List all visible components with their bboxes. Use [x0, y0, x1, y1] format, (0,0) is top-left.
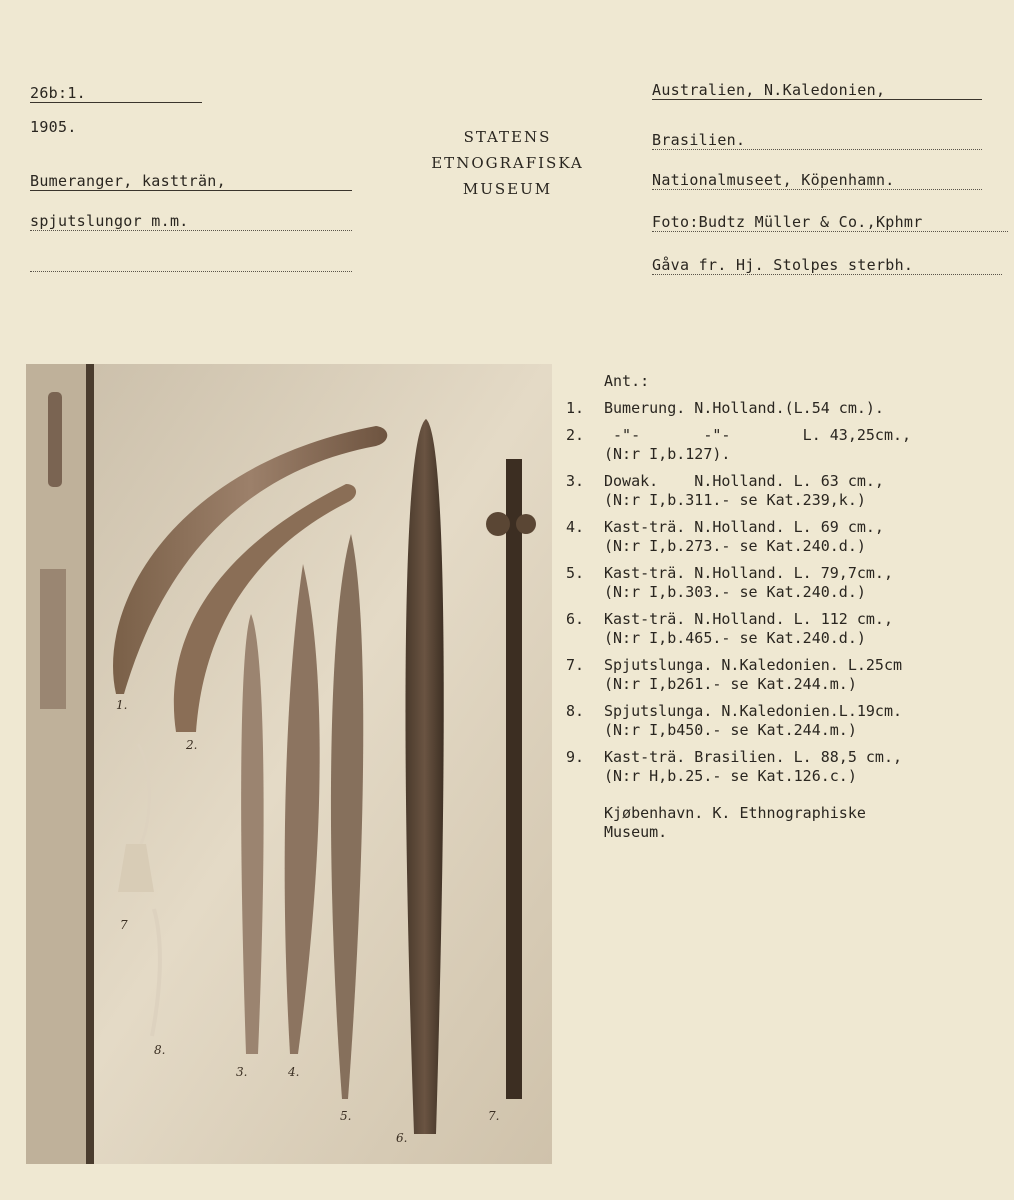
notes-item-text: -"- -"- L. 43,25cm., — [604, 426, 912, 444]
notes-item-line-1 — [566, 656, 1014, 675]
photo-label-8: 8. — [154, 1043, 166, 1057]
notes-item-line-2: (N:r I,b261.- se Kat.244.m.) — [604, 675, 857, 693]
notes-item-number: 7. — [566, 656, 585, 674]
notes-item-number: 3. — [566, 472, 585, 490]
notes-item — [566, 656, 1014, 694]
photo-label-5: 5. — [340, 1109, 352, 1123]
notes-item-number: 2. — [566, 426, 585, 444]
institution-name — [405, 124, 610, 202]
notes-list — [566, 372, 1014, 842]
photo-label-6: 6. — [396, 1131, 408, 1145]
notes-footer-line-2: Museum. — [604, 823, 668, 841]
notes-items — [566, 399, 1014, 786]
notes-item-line-2: (N:r H,b.25.- se Kat.126.c.) — [604, 767, 857, 785]
notes-item — [566, 426, 1014, 464]
title-line-1: Bumeranger, kastträn, — [30, 172, 352, 191]
notes-item — [566, 518, 1014, 556]
notes-item — [566, 472, 1014, 510]
notes-item-number: 8. — [566, 702, 585, 720]
notes-item-number: 6. — [566, 610, 585, 628]
notes-item-number: 9. — [566, 748, 585, 766]
notes-item-line-1 — [566, 518, 1014, 537]
notes-item-line-1 — [566, 702, 1014, 721]
notes-item — [566, 702, 1014, 740]
notes-item-line-2: (N:r I,b.311.- se Kat.239,k.) — [604, 491, 866, 509]
notes-item-line-2: (N:r I,b.127). — [604, 445, 731, 463]
notes-item-number: 5. — [566, 564, 585, 582]
notes-item-line-1 — [566, 426, 1014, 445]
region-line-2: Brasilien. — [652, 131, 982, 150]
photo-label-7: 7. — [488, 1109, 500, 1123]
notes-item-line-1 — [566, 610, 1014, 629]
notes-item-text: Kast-trä. N.Holland. L. 69 cm., — [604, 518, 884, 536]
notes-item-text: Kast-trä. N.Holland. L. 112 cm., — [604, 610, 893, 628]
notes-item-line-1 — [566, 472, 1014, 491]
notes-item-text: Kast-trä. Brasilien. L. 88,5 cm., — [604, 748, 903, 766]
photo-label-3: 3. — [236, 1065, 248, 1079]
notes-item-text: Spjutslunga. N.Kaledonien. L.25cm — [604, 656, 903, 674]
notes-item-line-1 — [566, 564, 1014, 583]
notes-item-line-2: (N:r I,b.273.- se Kat.240.d.) — [604, 537, 866, 555]
title-line-2: spjutslungor m.m. — [30, 212, 352, 231]
notes-item-line-2: (N:r I,b450.- se Kat.244.m.) — [604, 721, 857, 739]
photo-label-1: 1. — [116, 698, 128, 712]
notes-item-line-2: (N:r I,b.465.- se Kat.240.d.) — [604, 629, 866, 647]
notes-item-text: Kast-trä. N.Holland. L. 79,7cm., — [604, 564, 893, 582]
notes-item — [566, 399, 1014, 418]
notes-item — [566, 564, 1014, 602]
donation: Gåva fr. Hj. Stolpes sterbh. — [652, 256, 1002, 275]
photo-credit: Foto:Budtz Müller & Co.,Kphmr — [652, 213, 1008, 232]
ethnographic-objects-photograph-icon — [26, 364, 552, 1164]
source: Nationalmuseet, Köpenhamn. — [652, 171, 982, 190]
notes-item — [566, 610, 1014, 648]
notes-item-line-2: (N:r I,b.303.- se Kat.240.d.) — [604, 583, 866, 601]
notes-item-text: Dowak. N.Holland. L. 63 cm., — [604, 472, 884, 490]
institution-line-3: MUSEUM — [462, 180, 553, 198]
catalog-number: 26b:1. — [30, 84, 202, 103]
photo-label-2: 2. — [186, 738, 198, 752]
region-line-1: Australien, N.Kaledonien, — [652, 81, 982, 100]
notes-item-number: 1. — [566, 399, 585, 417]
notes-item-text: Spjutslunga. N.Kaledonien.L.19cm. — [604, 702, 903, 720]
photo-label-7b: 7 — [120, 918, 128, 932]
object-photograph — [26, 364, 552, 1164]
notes-item — [566, 748, 1014, 786]
institution-line-1: STATENS — [463, 128, 552, 146]
notes-item-number: 4. — [566, 518, 585, 536]
institution-line-2: ETNOGRAFISKA — [431, 154, 584, 172]
notes-footer-line-1: Kjøbenhavn. K. Ethnographiske — [604, 804, 866, 822]
notes-item-line-1 — [566, 399, 1014, 418]
notes-item-text: Bumerung. N.Holland.(L.54 cm.). — [604, 399, 884, 417]
photo-label-4: 4. — [288, 1065, 300, 1079]
notes-heading: Ant.: — [604, 372, 650, 390]
blank-line — [30, 271, 352, 272]
year: 1905. — [30, 118, 77, 136]
notes-item-line-1 — [566, 748, 1014, 767]
